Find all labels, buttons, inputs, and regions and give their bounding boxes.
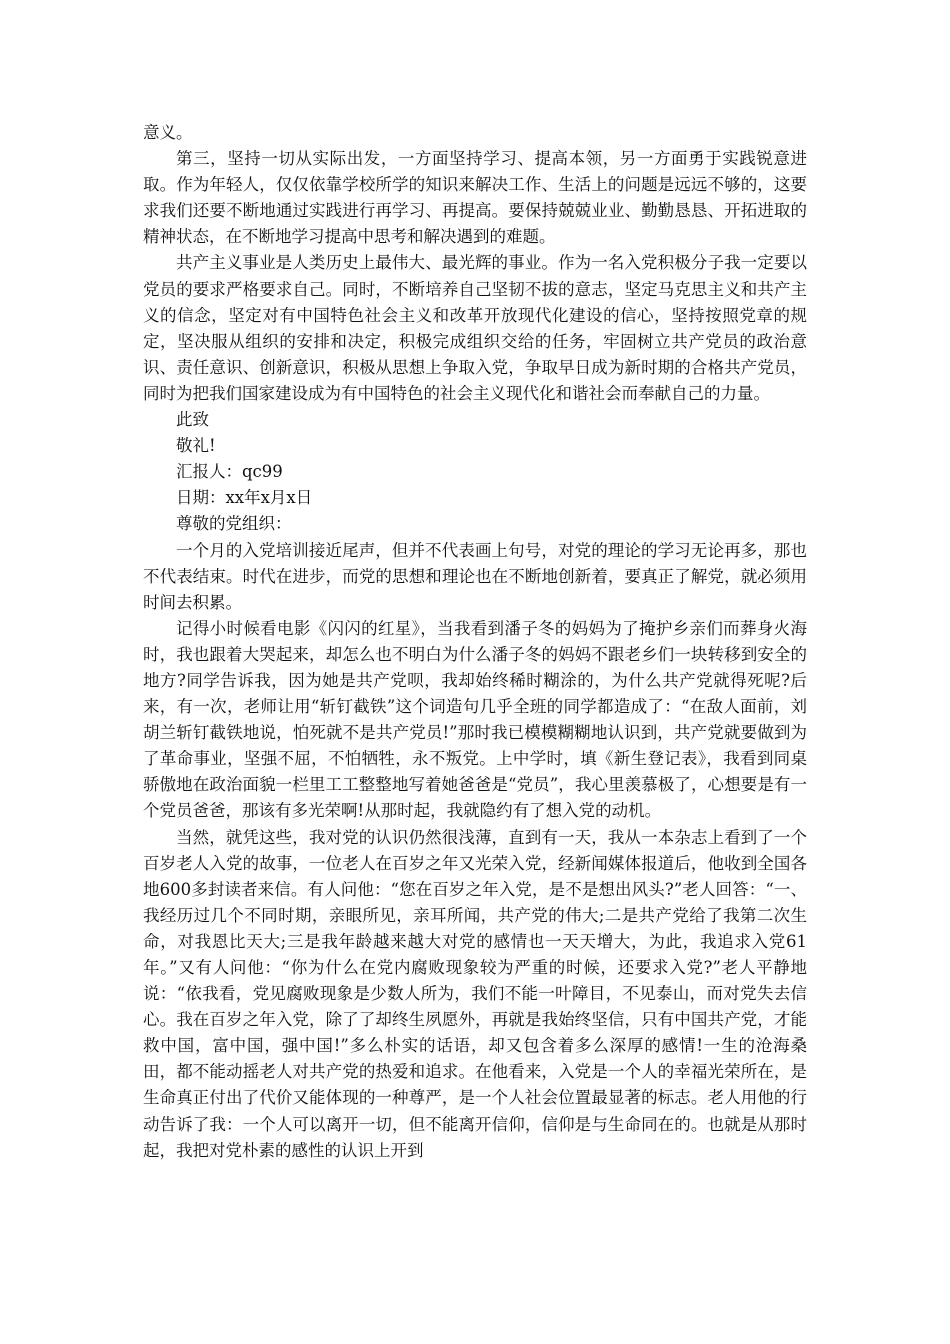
closing-regards: 敬礼! [176,436,216,456]
paragraph-training: 一个月的入党培训接近尾声，但并不代表画上句号，对党的理论的学习无论再多，那也不代表结束。时代在进步，而党的思想和理论也在不断地创新着，要真正了解党，就必须用时间去积累。 [143,540,807,612]
document-page [143,120,807,1164]
paragraph-continuation: 意义。 [143,123,193,142]
paragraph-childhood: 记得小时候看电影《闪闪的红星》，当我看到潘子冬的妈妈为了掩护乡亲们而葬身火海时，我也跟着大哭起来，却怎么也不明白为什么潘子冬的妈妈不跟老乡们一块转移到安全的地方?同学告诉我，因为她是共产党呗，我却始终稀时糊涂的，为什么共产党就得死呢?后来，有一次，老师让用“斩钉截铁”这个词造句几乎全班的同学都造成了：“在敌人面前，刘胡兰斩钉截铁地说，怕死就不是共产党员!”那时我已模模糊糊地认识到，共产党就要做到为了革命事业，坚强不屈，不怕牺牲，永不叛党。上中学时，填《新生登记表》，我看到同桌骄傲地在政治面貌一栏里工工整整地写着她爸爸是“党员”，我心里羡慕极了，心想要是有一个党员爸爸，那该有多光荣啊!从那时起，我就隐约有了想入党的动机。 [143,618,807,821]
paragraph-commitment: 共产主义事业是人类历史上最伟大、最光辉的事业。作为一名入党积极分子我一定要以党员的要求严格要求自己。同时，不断培养自己坚韧不拔的意志，坚定马克思主义和共产主义的信念，坚定对有中国特色社会主义和改革开放现代化建设的信心，坚持按照党章的规定，坚决服从组织的安排和决定，积极完成组织交给的任务，牢固树立共产党员的政治意识、责任意识、创新意识，积极从思想上争取入党，争取早日成为新时期的合格共产党员，同时为把我们国家建设成为有中国特色的社会主义现代化和谐社会而奉献自己的力量。 [143,253,807,403]
paragraph-point-three: 第三，坚持一切从实际出发，一方面坚持学习、提高本领，另一方面勇于实践锐意进取。作为年轻人，仅仅依靠学校所学的知识来解决工作、生活上的问题是远远不够的，这要求我们还要不断地通过实践进行再学习、再提高。要保持兢兢业业、勤勤恳恳、开拓进取的精神状态，在不断地学习提高中思考和解决遇到的难题。 [143,149,807,247]
reporter-line: 汇报人：qc99 [176,462,283,482]
date-line: 日期：xx年x月x日 [176,488,313,508]
paragraph-centenarian: 当然，就凭这些，我对党的认识仍然很浅薄，直到有一天，我从一本杂志上看到了一个百岁老人入党的故事，一位老人在百岁之年又光荣入党，经新闻媒体报道后，他收到全国各地600多封读者来信。有人问他：“您在百岁之年入党，是不是想出风头?”老人回答：“一、我经历过几个不同时期，亲眼所见，亲耳所闻，共产党的伟大;二是共产党给了我第二次生命，对我恩比天大;三是我年龄越来越大对党的感情也一天天增大，为此，我追求入党61年。”又有人问他：“你为什么在党内腐败现象较为严重的时候，还要求入党?”老人平静地说：“依我看，党见腐败现象是少数人所为，我们不能一叶障目，不见泰山，而对党失去信心。我在百岁之年入党，除了了却终生夙愿外，再就是我始终坚信，只有中国共产党，才能救中国，富中国，强中国!”多么朴实的话语，却又包含着多么深厚的感情!一生的沧海桑田，都不能动摇老人对共产党的热爱和追求。在他看来，入党是一个人的幸福光荣所在，是生命真正付出了代价又能体现的一种尊严，是一个人社会位置最显著的标志。老人用他的行动告诉了我：一个人可以离开一切，但不能离开信仰，信仰是与生命同在的。也就是从那时起，我把对党朴素的感性的认识上开到 [143,827,807,1160]
greeting-line: 尊敬的党组织： [176,514,292,534]
closing-salutation: 此致 [176,410,209,430]
